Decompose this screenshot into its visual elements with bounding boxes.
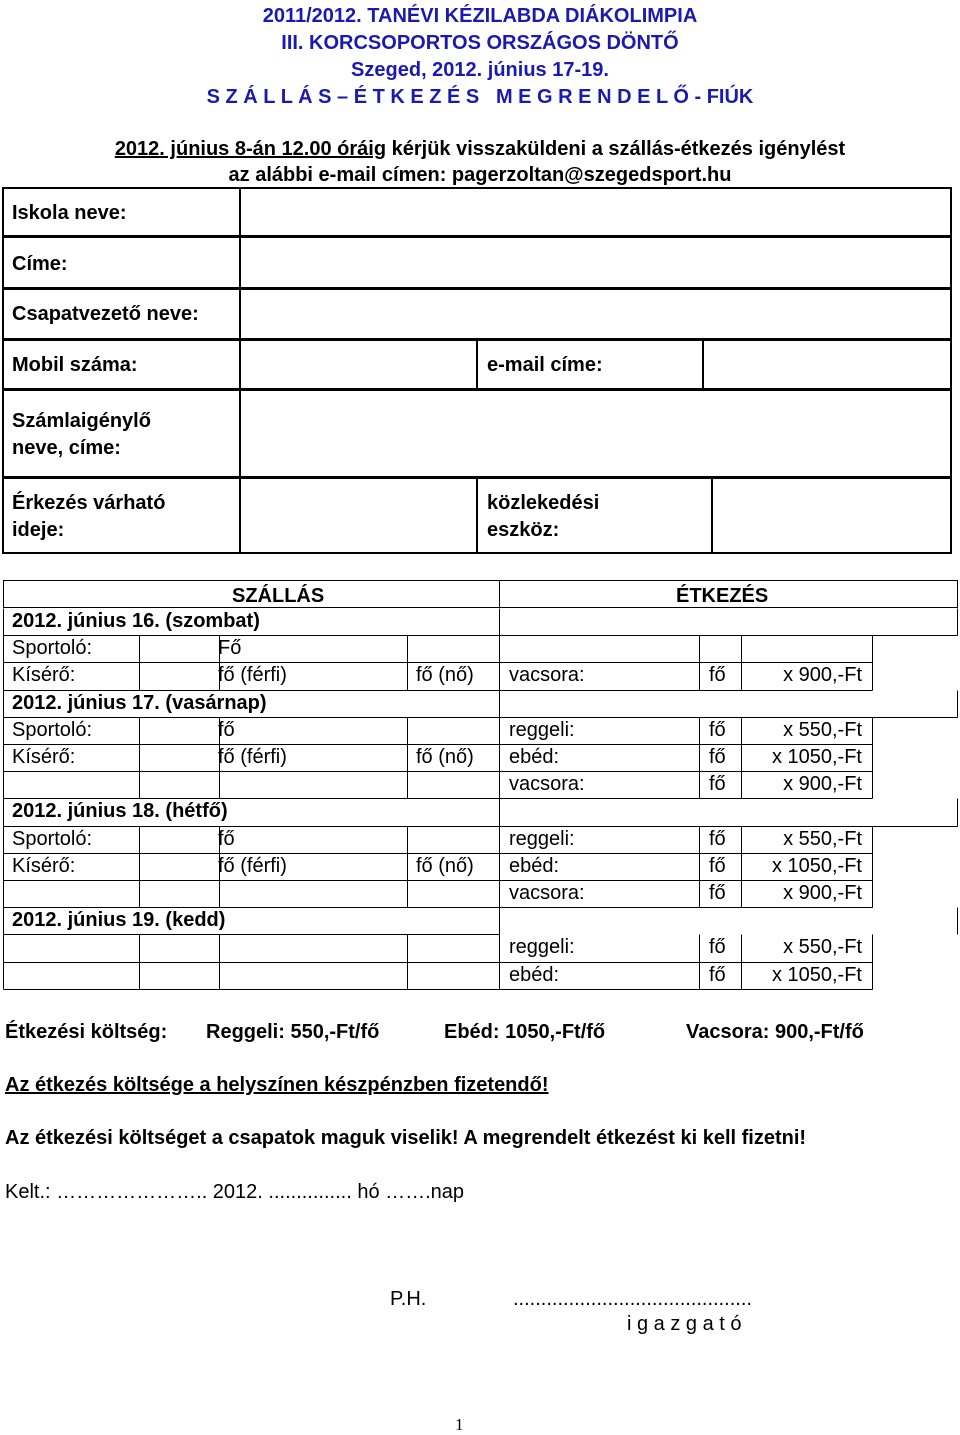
table-cell-c6: x 900,-Ft — [783, 664, 862, 686]
table-cell-c4: vacsora: — [509, 664, 585, 686]
table-cell-c5: fő — [709, 828, 726, 850]
table-cell-c6: x 550,-Ft — [783, 936, 862, 958]
email-label: e-mail címe: — [487, 354, 603, 376]
notice-deadline: 2012. június 8-án 12.00 óráig — [114, 138, 387, 160]
table-cell-c2: fő — [218, 828, 235, 850]
school-name-field[interactable] — [242, 190, 949, 234]
transport-label-line2: eszköz: — [487, 519, 560, 541]
table-cell-c2: Fő — [218, 637, 242, 659]
title-event: 2011/2012. TANÉVI KÉZILABDA DIÁKOLIMPIA — [262, 5, 698, 27]
table-cell-c4: vacsora: — [509, 773, 585, 795]
page-number: 1 — [455, 1415, 464, 1434]
table-cell-c5: fő — [709, 964, 726, 986]
table-cell-c1: Sportoló: — [12, 719, 93, 741]
arrival-label-line2: ideje: — [12, 519, 65, 541]
team-leader-field[interactable] — [242, 291, 949, 337]
table-cell-c5: fő — [709, 936, 726, 958]
meals-header: ÉTKEZÉS — [676, 585, 769, 607]
table-cell-c2: fő — [218, 719, 235, 741]
date-line[interactable]: Kelt.: ………………….. 2012. ............... hó …….nap — [5, 1181, 465, 1203]
table-cell-c6: x 900,-Ft — [783, 773, 862, 795]
table-cell-c1: Kísérő: — [12, 746, 76, 768]
team-leader-label: Csapatvezető neve: — [12, 303, 199, 325]
table-cell-c1: 2012. június 16. (szombat) — [12, 610, 260, 632]
signature-label: i g a z g a t ó — [627, 1313, 742, 1335]
notice-line-2: az alábbi e-mail címen: pagerzoltan@szegedsport.hu — [228, 164, 732, 186]
table-cell-c4: ebéd: — [509, 746, 560, 768]
table-cell-c3: fő (nő) — [416, 855, 474, 877]
table-cell-c4: reggeli: — [509, 936, 575, 958]
notice-rest: kérjük visszaküldeni a szállás-étkezés igénylést — [386, 138, 846, 160]
table-cell-c2: fő (férfi) — [218, 746, 287, 768]
signature-line[interactable]: ........................................... — [513, 1288, 752, 1310]
meal-cost-label: Étkezési költség: — [5, 1021, 168, 1043]
table-cell-c6: x 550,-Ft — [783, 719, 862, 741]
meal-cost-lunch: Ebéd: 1050,-Ft/fő — [444, 1021, 606, 1043]
address-field[interactable] — [242, 239, 949, 286]
address-label: Címe: — [12, 253, 68, 275]
table-cell-c5: fő — [709, 855, 726, 877]
meal-cost-dinner: Vacsora: 900,-Ft/fő — [686, 1021, 864, 1043]
table-cell-c6: x 1050,-Ft — [771, 855, 862, 877]
table-cell-c1: Kísérő: — [12, 855, 76, 877]
table-cell-c3: fő (nő) — [416, 664, 474, 686]
transport-field[interactable] — [714, 480, 949, 551]
payment-note: Az étkezés költsége a helyszínen készpénzben fizetendő! — [5, 1074, 549, 1096]
table-cell-c2: fő (férfi) — [218, 855, 287, 877]
invoice-field[interactable] — [242, 392, 949, 475]
title-category: III. KORCSOPORTOS ORSZÁGOS DÖNTŐ — [281, 32, 679, 54]
invoice-label-line1: Számlaigénylő — [12, 410, 151, 432]
table-cell-c5: fő — [709, 882, 726, 904]
table-cell-c1: Kísérő: — [12, 664, 76, 686]
mobile-field[interactable] — [242, 342, 475, 387]
meal-cost-breakfast: Reggeli: 550,-Ft/fő — [206, 1021, 380, 1043]
table-cell-c1: 2012. június 19. (kedd) — [12, 909, 226, 931]
cost-responsibility-note: Az étkezési költséget a csapatok maguk viselik! A megrendelt étkezést ki kell fizetni! — [5, 1127, 807, 1149]
lodging-header: SZÁLLÁS — [232, 585, 325, 607]
table-cell-c2: fő (férfi) — [218, 664, 287, 686]
arrival-field[interactable] — [242, 480, 475, 551]
title-form-name: S Z Á L L Á S – É T K E Z É S M E G R E N D E L Ő - FIÚK — [206, 86, 754, 108]
table-cell-c4: ebéd: — [509, 964, 560, 986]
table-cell-c6: x 550,-Ft — [783, 828, 862, 850]
school-name-label: Iskola neve: — [12, 202, 127, 224]
title-location-date: Szeged, 2012. június 17-19. — [351, 59, 609, 81]
table-cell-c1: 2012. június 17. (vasárnap) — [12, 692, 267, 714]
table-cell-c4: reggeli: — [509, 828, 575, 850]
table-cell-c5: fő — [709, 719, 726, 741]
table-cell-c1: 2012. június 18. (hétfő) — [12, 800, 228, 822]
table-cell-c5: fő — [709, 773, 726, 795]
table-cell-c6: x 1050,-Ft — [771, 964, 862, 986]
table-cell-c5: fő — [709, 746, 726, 768]
table-cell-c6: x 1050,-Ft — [771, 746, 862, 768]
invoice-label-line2: neve, címe: — [12, 437, 121, 459]
table-cell-c4: reggeli: — [509, 719, 575, 741]
table-cell-c5: fő — [709, 664, 726, 686]
email-field[interactable] — [705, 342, 949, 387]
table-cell-c1: Sportoló: — [12, 828, 93, 850]
arrival-label-line1: Érkezés várható — [12, 492, 166, 514]
table-cell-c4: vacsora: — [509, 882, 585, 904]
transport-label-line1: közlekedési — [487, 492, 600, 514]
stamp-label: P.H. — [390, 1288, 427, 1310]
table-cell-c4: ebéd: — [509, 855, 560, 877]
table-cell-c1: Sportoló: — [12, 637, 93, 659]
mobile-label: Mobil száma: — [12, 354, 138, 376]
table-cell-c6: x 900,-Ft — [783, 882, 862, 904]
table-cell-c3: fő (nő) — [416, 746, 474, 768]
